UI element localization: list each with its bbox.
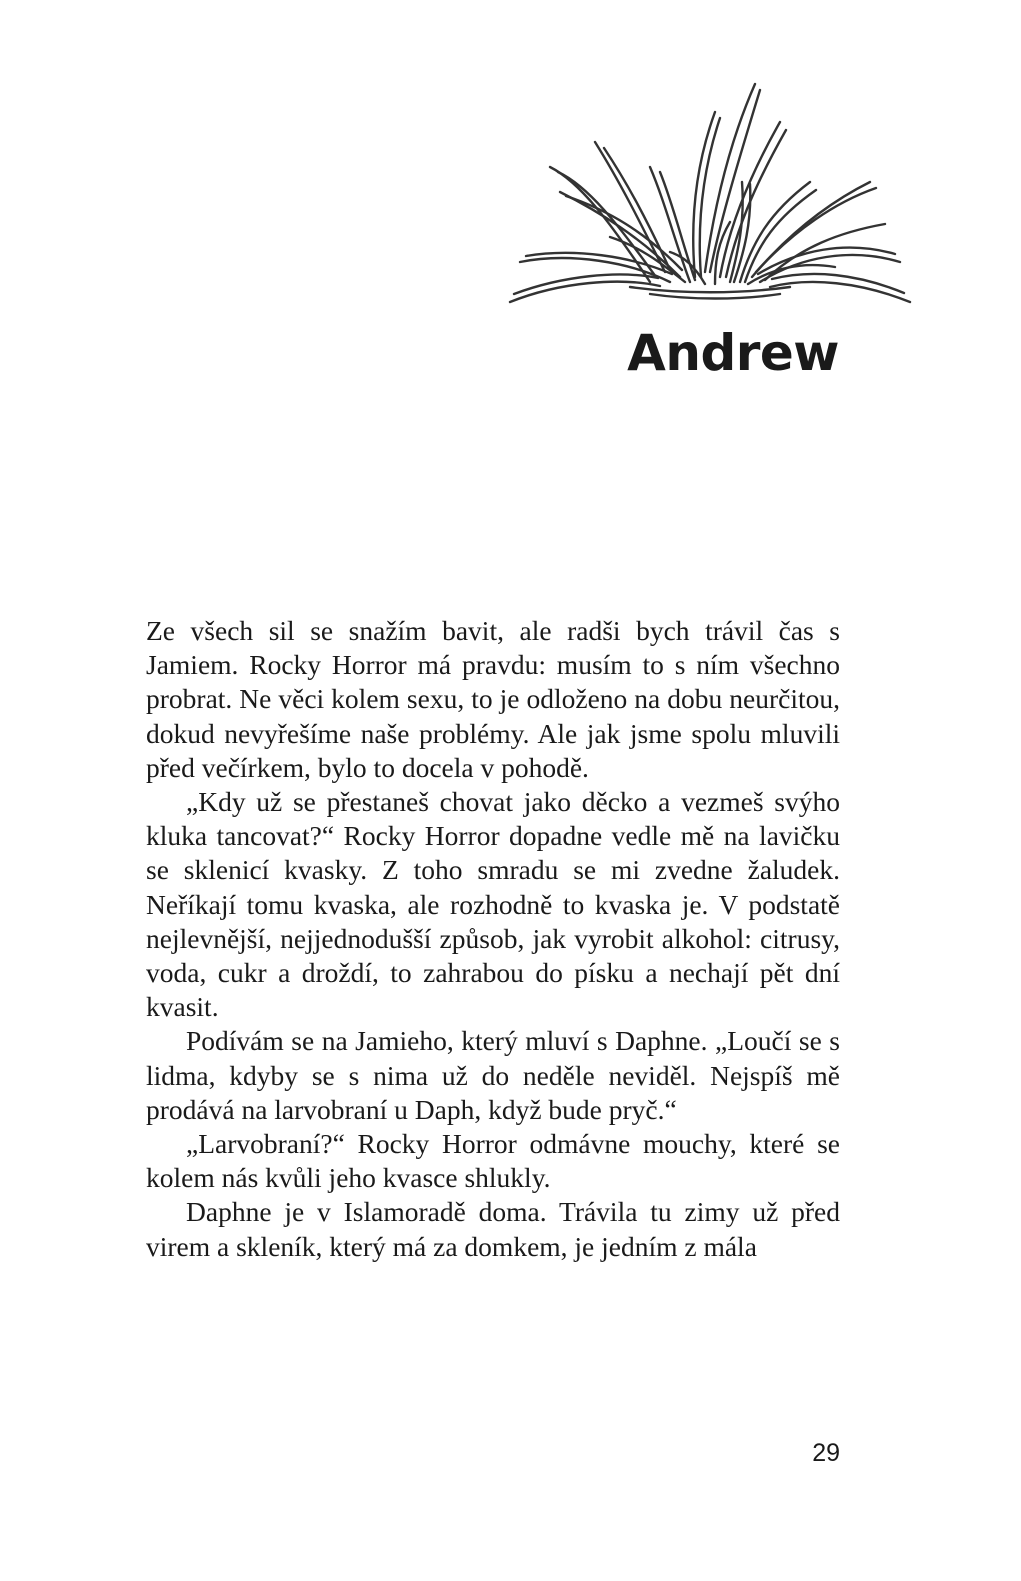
paragraph: Daphne je v Islamoradě doma. Trávila tu zimy už před virem a skleník, který má za domkem, je jedním z mála: [146, 1196, 840, 1262]
page-number: 29: [812, 1439, 840, 1467]
grass-tuft-icon: [490, 72, 920, 310]
paragraph: Podívám se na Jamieho, který mluví s Daphne. „Loučí se s lidma, kdyby se s nima už do neděle neviděl. Nejspíš mě prodává na larvobraní u Daph, když bude pryč.“: [146, 1025, 840, 1125]
body-text: [146, 614, 840, 1264]
chapter-title: Andrew: [627, 324, 839, 382]
paragraph: „Kdy už se přestaneš chovat jako děcko a vezmeš svýho kluka tancovat?“ Rocky Horror dopadne vedle mě na lavičku se sklenicí kvasky. Z toho smradu se mi zvedne žaludek. Neříkají tomu kvaska, ale rozhodně to kvaska je. V podstatě nejlevnější, nejjednodušší způsob, jak vyrobit alkohol: citrusy, voda, cukr a droždí, to zahrabou do písku a nechají pět dní kvasit.: [146, 786, 840, 1023]
paragraph: Ze všech sil se snažím bavit, ale radši bych trávil čas s Jamiem. Rocky Horror má pravdu: musím to s ním všechno probrat. Ne věci kolem sexu, to je odloženo na dobu neurčitou, dokud nevyřešíme naše problémy. Ale jak jsme spolu mluvili před večírkem, bylo to docela v pohodě.: [146, 615, 840, 783]
paragraph: „Larvobraní?“ Rocky Horror odmávne mouchy, které se kolem nás kvůli jeho kvasce shlukly.: [146, 1128, 840, 1194]
